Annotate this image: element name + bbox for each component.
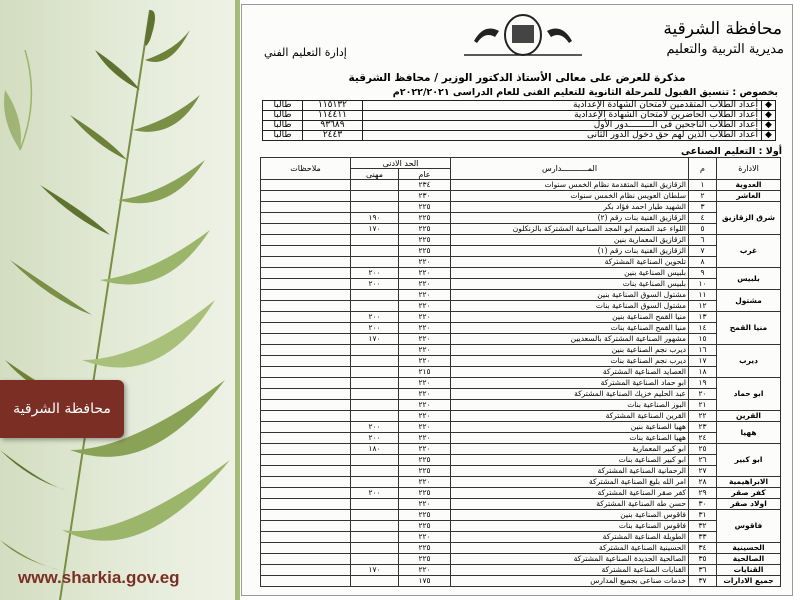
row-number: ٢٩ [689, 488, 717, 499]
row-number: ٢١ [689, 400, 717, 411]
admin-unit-name: إدارة التعليم الفني [264, 46, 347, 59]
general-min: ٢٢٠ [399, 411, 451, 422]
admin-cell: ههيا [717, 422, 781, 444]
row-number: ٣٦ [689, 565, 717, 576]
technical-min [351, 554, 399, 565]
table-row [261, 411, 781, 422]
general-min: ٢٢٥ [399, 488, 451, 499]
general-min: ٢٢٠ [399, 565, 451, 576]
governorate-badge: محافظة الشرقية [0, 380, 124, 438]
school-name: مشتول السوق الصناعية بنين [451, 290, 689, 301]
row-number: ٣٥ [689, 554, 717, 565]
stats-value: ١١٤٤١١ [303, 111, 363, 121]
general-min: ٢٢٠ [399, 279, 451, 290]
school-name: فاقوس الصناعية بنات [451, 521, 689, 532]
table-row [261, 510, 781, 521]
technical-min [351, 290, 399, 301]
table-row [261, 191, 781, 202]
header-technical: مهنى [351, 169, 399, 180]
slide-divider [235, 0, 240, 600]
technical-min [351, 191, 399, 202]
row-number: ٢٠ [689, 389, 717, 400]
stats-value: ٩٣٦٨٩ [303, 121, 363, 131]
notes-cell [261, 345, 351, 356]
row-number: ٢٣ [689, 422, 717, 433]
section-title: أولا : التعليم الصناعى [681, 146, 782, 157]
notes-cell [261, 279, 351, 290]
notes-cell [261, 246, 351, 257]
header-notes: ملاحظات [261, 158, 351, 180]
school-name: منيا القمح الصناعية بنات [451, 323, 689, 334]
table-row [261, 488, 781, 499]
table-row [261, 477, 781, 488]
admin-cell: ديرب [717, 345, 781, 378]
technical-min: ٢٠٠ [351, 268, 399, 279]
technical-min [351, 532, 399, 543]
technical-min [351, 180, 399, 191]
school-name: الرحمانية الصناعية المشتركة [451, 466, 689, 477]
table-row [261, 576, 781, 587]
table-row [261, 499, 781, 510]
stats-value: ٢٤٤٣ [303, 131, 363, 141]
notes-cell [261, 356, 351, 367]
technical-min: ١٩٠ [351, 213, 399, 224]
row-number: ١٤ [689, 323, 717, 334]
row-number: ٤ [689, 213, 717, 224]
general-min: ٢٢٠ [399, 378, 451, 389]
bullet-icon: ◆ [762, 101, 776, 111]
technical-min [351, 411, 399, 422]
general-min: ٢٢٠ [399, 356, 451, 367]
memo-title: مذكرة للعرض على معالى الأستاذ الدكتور الوزير / محافظ الشرقية [348, 72, 686, 84]
general-min: ١٧٥ [399, 576, 451, 587]
general-min: ٢٢٥ [399, 554, 451, 565]
schools-table [260, 157, 781, 587]
row-number: ٢٨ [689, 477, 717, 488]
technical-min: ٢٠٠ [351, 279, 399, 290]
table-row [261, 213, 781, 224]
table-row [261, 290, 781, 301]
admin-cell: ابو حماد [717, 378, 781, 411]
table-row [261, 257, 781, 268]
ministry-emblem-icon [454, 11, 592, 63]
table-row [261, 400, 781, 411]
technical-min: ١٧٠ [351, 565, 399, 576]
row-number: ٣٤ [689, 543, 717, 554]
notes-cell [261, 466, 351, 477]
admin-cell: جميع الادارات [717, 576, 781, 587]
bullet-icon: ◆ [762, 131, 776, 141]
notes-cell [261, 433, 351, 444]
notes-cell [261, 290, 351, 301]
row-number: ١٢ [689, 301, 717, 312]
row-number: ٩ [689, 268, 717, 279]
table-row [261, 532, 781, 543]
general-min: ٢٢٥ [399, 543, 451, 554]
admin-cell: غرب [717, 235, 781, 268]
notes-cell [261, 378, 351, 389]
row-number: ٣١ [689, 510, 717, 521]
row-number: ١٩ [689, 378, 717, 389]
general-min: ٢٢٠ [399, 301, 451, 312]
technical-min: ١٨٠ [351, 444, 399, 455]
notes-cell [261, 532, 351, 543]
general-min: ٢٢٥ [399, 455, 451, 466]
memo-subject: بخصوص : تنسيق القبول للمرحلة الثانوية للتعليم الفنى للعام الدراسى ٢٠٢٢/٢٠٢١م [392, 87, 778, 98]
general-min: ٢٢٠ [399, 433, 451, 444]
general-min: ٢٢٠ [399, 345, 451, 356]
admin-cell: بلبيس [717, 268, 781, 290]
table-row [261, 235, 781, 246]
notes-cell [261, 224, 351, 235]
stats-row [263, 121, 776, 131]
general-min: ٢٢٥ [399, 235, 451, 246]
school-name: ابو حماد الصناعية المشتركة [451, 378, 689, 389]
technical-min [351, 521, 399, 532]
admin-cell: ابو كبير [717, 444, 781, 477]
table-row [261, 279, 781, 290]
notes-cell [261, 554, 351, 565]
school-name: القرين الصناعية المشتركة [451, 411, 689, 422]
notes-cell [261, 411, 351, 422]
student-stats-table [262, 100, 776, 141]
admin-cell: القنايات [717, 565, 781, 576]
row-number: ٣٠ [689, 499, 717, 510]
technical-min [351, 466, 399, 477]
header-no: م [689, 158, 717, 180]
admin-cell: الصالحية [717, 554, 781, 565]
school-name: خدمات صناعى بجميع المدارس [451, 576, 689, 587]
admin-cell: فاقوس [717, 510, 781, 543]
header-general: عام [399, 169, 451, 180]
general-min: ٢٢٠ [399, 532, 451, 543]
table-row [261, 202, 781, 213]
admin-cell: اولاد صقر [717, 499, 781, 510]
header-school: المـــــــــــدارس [451, 158, 689, 180]
stats-unit: طالبا [263, 101, 303, 111]
row-number: ٢٢ [689, 411, 717, 422]
table-header-row [261, 158, 781, 169]
notes-cell [261, 323, 351, 334]
general-min: ٢٢٠ [399, 477, 451, 488]
school-name: البوز الصناعية بنات [451, 400, 689, 411]
technical-min [351, 543, 399, 554]
school-name: اللواء عبد المنعم ابو المجد الصناعية المشتركة بالزنكلون [451, 224, 689, 235]
general-min: ٢٢٠ [399, 268, 451, 279]
school-name: مشتول السوق الصناعية بنات [451, 301, 689, 312]
row-number: ٢ [689, 191, 717, 202]
table-row [261, 433, 781, 444]
notes-cell [261, 400, 351, 411]
table-row [261, 378, 781, 389]
notes-cell [261, 334, 351, 345]
notes-cell [261, 422, 351, 433]
school-name: فاقوس الصناعية بنين [451, 510, 689, 521]
admin-cell: مشتول [717, 290, 781, 312]
stats-label: أعداد الطلاب الناجحين فى الـــــــــدور الأول [363, 121, 762, 131]
school-name: ديرب نجم الصناعية بنين [451, 345, 689, 356]
notes-cell [261, 367, 351, 378]
stats-row [263, 131, 776, 141]
school-name: الزقازيق الفنية بنات رقم (٢) [451, 213, 689, 224]
admin-cell: العاشر [717, 191, 781, 202]
technical-min [351, 400, 399, 411]
school-name: ههيا الصناعية بنين [451, 422, 689, 433]
notes-cell [261, 268, 351, 279]
stats-unit: طالبا [263, 131, 303, 141]
table-row [261, 455, 781, 466]
school-name: ديرب نجم الصناعية بنات [451, 356, 689, 367]
admin-cell: كفر صقر [717, 488, 781, 499]
general-min: ٢٢٥ [399, 510, 451, 521]
bullet-icon: ◆ [762, 111, 776, 121]
technical-min: ١٧٠ [351, 224, 399, 235]
admin-cell: منيا القمح [717, 312, 781, 345]
row-number: ١٠ [689, 279, 717, 290]
general-min: ٢٢٠ [399, 257, 451, 268]
technical-min [351, 246, 399, 257]
table-row [261, 444, 781, 455]
notes-cell [261, 213, 351, 224]
technical-min [351, 257, 399, 268]
technical-min: ٢٠٠ [351, 312, 399, 323]
row-number: ٦ [689, 235, 717, 246]
general-min: ٢٢٠ [399, 400, 451, 411]
row-number: ٣٣ [689, 532, 717, 543]
table-row [261, 345, 781, 356]
notes-cell [261, 301, 351, 312]
school-name: بلبيس الصناعية بنات [451, 279, 689, 290]
table-row [261, 246, 781, 257]
school-name: ههيا الصناعية بنات [451, 433, 689, 444]
admin-cell: القرين [717, 411, 781, 422]
stats-unit: طالبا [263, 121, 303, 131]
row-number: ٢٥ [689, 444, 717, 455]
notes-cell [261, 389, 351, 400]
table-row [261, 521, 781, 532]
general-min: ٢٢٠ [399, 422, 451, 433]
table-row [261, 389, 781, 400]
school-name: امر الله بليغ الصناعية المشتركة [451, 477, 689, 488]
row-number: ١ [689, 180, 717, 191]
row-number: ١٣ [689, 312, 717, 323]
general-min: ٢٢٥ [399, 202, 451, 213]
row-number: ٣٧ [689, 576, 717, 587]
technical-min [351, 345, 399, 356]
table-row [261, 422, 781, 433]
notes-cell [261, 312, 351, 323]
row-number: ١٦ [689, 345, 717, 356]
technical-min [351, 576, 399, 587]
general-min: ٢٣٠ [399, 191, 451, 202]
table-row [261, 334, 781, 345]
row-number: ١٧ [689, 356, 717, 367]
row-number: ٣ [689, 202, 717, 213]
row-number: ٢٦ [689, 455, 717, 466]
notes-cell [261, 477, 351, 488]
table-row [261, 312, 781, 323]
technical-min [351, 378, 399, 389]
general-min: ٢٢٥ [399, 213, 451, 224]
general-min: ٢٢٠ [399, 323, 451, 334]
table-row [261, 224, 781, 235]
table-row [261, 323, 781, 334]
school-name: سلطان العويس نظام الخمس سنوات [451, 191, 689, 202]
technical-min [351, 202, 399, 213]
notes-cell [261, 180, 351, 191]
row-number: ١١ [689, 290, 717, 301]
stats-value: ١١٥١٣٢ [303, 101, 363, 111]
admin-cell: الابراهيمية [717, 477, 781, 488]
row-number: ١٥ [689, 334, 717, 345]
leaf-decoration [0, 0, 235, 600]
school-name: الصالحية الجديدة الصناعية المشتركة [451, 554, 689, 565]
general-min: ٢٢٠ [399, 334, 451, 345]
school-name: الحسينية الصناعية المشتركة [451, 543, 689, 554]
school-name: ابو كبير المعمارية [451, 444, 689, 455]
notes-cell [261, 191, 351, 202]
general-min: ٢٢٥ [399, 521, 451, 532]
technical-min [351, 499, 399, 510]
general-min: ٢٢٠ [399, 499, 451, 510]
technical-min: ٢٠٠ [351, 488, 399, 499]
school-name: منيا القمح الصناعية بنين [451, 312, 689, 323]
table-row [261, 466, 781, 477]
header-min: الحد الادنى [351, 158, 451, 169]
website-url[interactable]: www.sharkia.gov.eg [18, 568, 180, 587]
notes-cell [261, 202, 351, 213]
technical-min: ٢٠٠ [351, 323, 399, 334]
notes-cell [261, 235, 351, 246]
technical-min: ١٧٠ [351, 334, 399, 345]
row-number: ٢٤ [689, 433, 717, 444]
admin-cell: العدوية [717, 180, 781, 191]
notes-cell [261, 543, 351, 554]
school-name: الزقازيق الفنية المتقدمة نظام الخمس سنوات [451, 180, 689, 191]
notes-cell [261, 565, 351, 576]
admin-cell: الحسينية [717, 543, 781, 554]
admin-cell: شرق الزقازيق [717, 202, 781, 235]
technical-min [351, 367, 399, 378]
table-row [261, 543, 781, 554]
school-name: الشهيد طيار احمد فؤاد بكر [451, 202, 689, 213]
table-row [261, 356, 781, 367]
general-min: ٢٢٠ [399, 444, 451, 455]
technical-min [351, 389, 399, 400]
notes-cell [261, 444, 351, 455]
school-name: العصايد الصناعية المشتركة [451, 367, 689, 378]
notes-cell [261, 488, 351, 499]
row-number: ٣٢ [689, 521, 717, 532]
row-number: ٥ [689, 224, 717, 235]
school-name: مشهور الصناعية المشتركة بالسعديين [451, 334, 689, 345]
row-number: ٢٧ [689, 466, 717, 477]
general-min: ٢٢٠ [399, 290, 451, 301]
technical-min [351, 235, 399, 246]
table-row [261, 554, 781, 565]
stats-label: أعداد الطلاب الذين لهم حق دخول الدور الثانى [363, 131, 762, 141]
notes-cell [261, 510, 351, 521]
notes-cell [261, 455, 351, 466]
row-number: ٨ [689, 257, 717, 268]
technical-min [351, 455, 399, 466]
general-min: ٢٢٥ [399, 246, 451, 257]
notes-cell [261, 499, 351, 510]
school-name: كفر صقر الصناعية المشتركة [451, 488, 689, 499]
governorate-name: محافظة الشرقية [663, 19, 782, 39]
bullet-icon: ◆ [762, 121, 776, 131]
header-admin: الادارة [717, 158, 781, 180]
general-min: ٢٣٤ [399, 180, 451, 191]
table-row [261, 180, 781, 191]
technical-min [351, 477, 399, 488]
table-row [261, 367, 781, 378]
general-min: ٢٢٠ [399, 312, 451, 323]
stats-label: أعداد الطلاب الحاضرين لامتحان الشهادة الإعدادية [363, 111, 762, 121]
notes-cell [261, 576, 351, 587]
technical-min: ٢٠٠ [351, 422, 399, 433]
school-name: عبد الحليم خزيك الصناعية المشتركة [451, 389, 689, 400]
table-row [261, 268, 781, 279]
stats-label: أعداد الطلاب المتقدمين لامتحان الشهادة الإعدادية [363, 101, 762, 111]
technical-min [351, 356, 399, 367]
school-name: الزقازيق المعمارية بنين [451, 235, 689, 246]
notes-cell [261, 257, 351, 268]
general-min: ٢١٥ [399, 367, 451, 378]
general-min: ٢٢٥ [399, 224, 451, 235]
left-panel [0, 0, 235, 600]
school-name: الزقازيق الفنية بنات رقم (١) [451, 246, 689, 257]
general-min: ٢٢٠ [399, 389, 451, 400]
notes-cell [261, 521, 351, 532]
general-min: ٢٢٥ [399, 466, 451, 477]
school-name: حسن طه الصناعية المشتركة [451, 499, 689, 510]
technical-min [351, 301, 399, 312]
stats-row [263, 111, 776, 121]
table-row [261, 565, 781, 576]
technical-min [351, 510, 399, 521]
school-name: ابو كبير الصناعية بنات [451, 455, 689, 466]
row-number: ١٨ [689, 367, 717, 378]
stats-row [263, 101, 776, 111]
school-name: القنايات الصناعية المشتركة [451, 565, 689, 576]
directorate-name: مديرية التربية والتعليم [666, 42, 784, 57]
scanned-document [241, 4, 793, 596]
table-row [261, 301, 781, 312]
stats-unit: طالبا [263, 111, 303, 121]
school-name: بلبيس الصناعية بنين [451, 268, 689, 279]
school-name: تلحوين الصناعية المشتركة [451, 257, 689, 268]
row-number: ٧ [689, 246, 717, 257]
school-name: الطويلة الصناعية المشتركة [451, 532, 689, 543]
technical-min: ٢٠٠ [351, 433, 399, 444]
